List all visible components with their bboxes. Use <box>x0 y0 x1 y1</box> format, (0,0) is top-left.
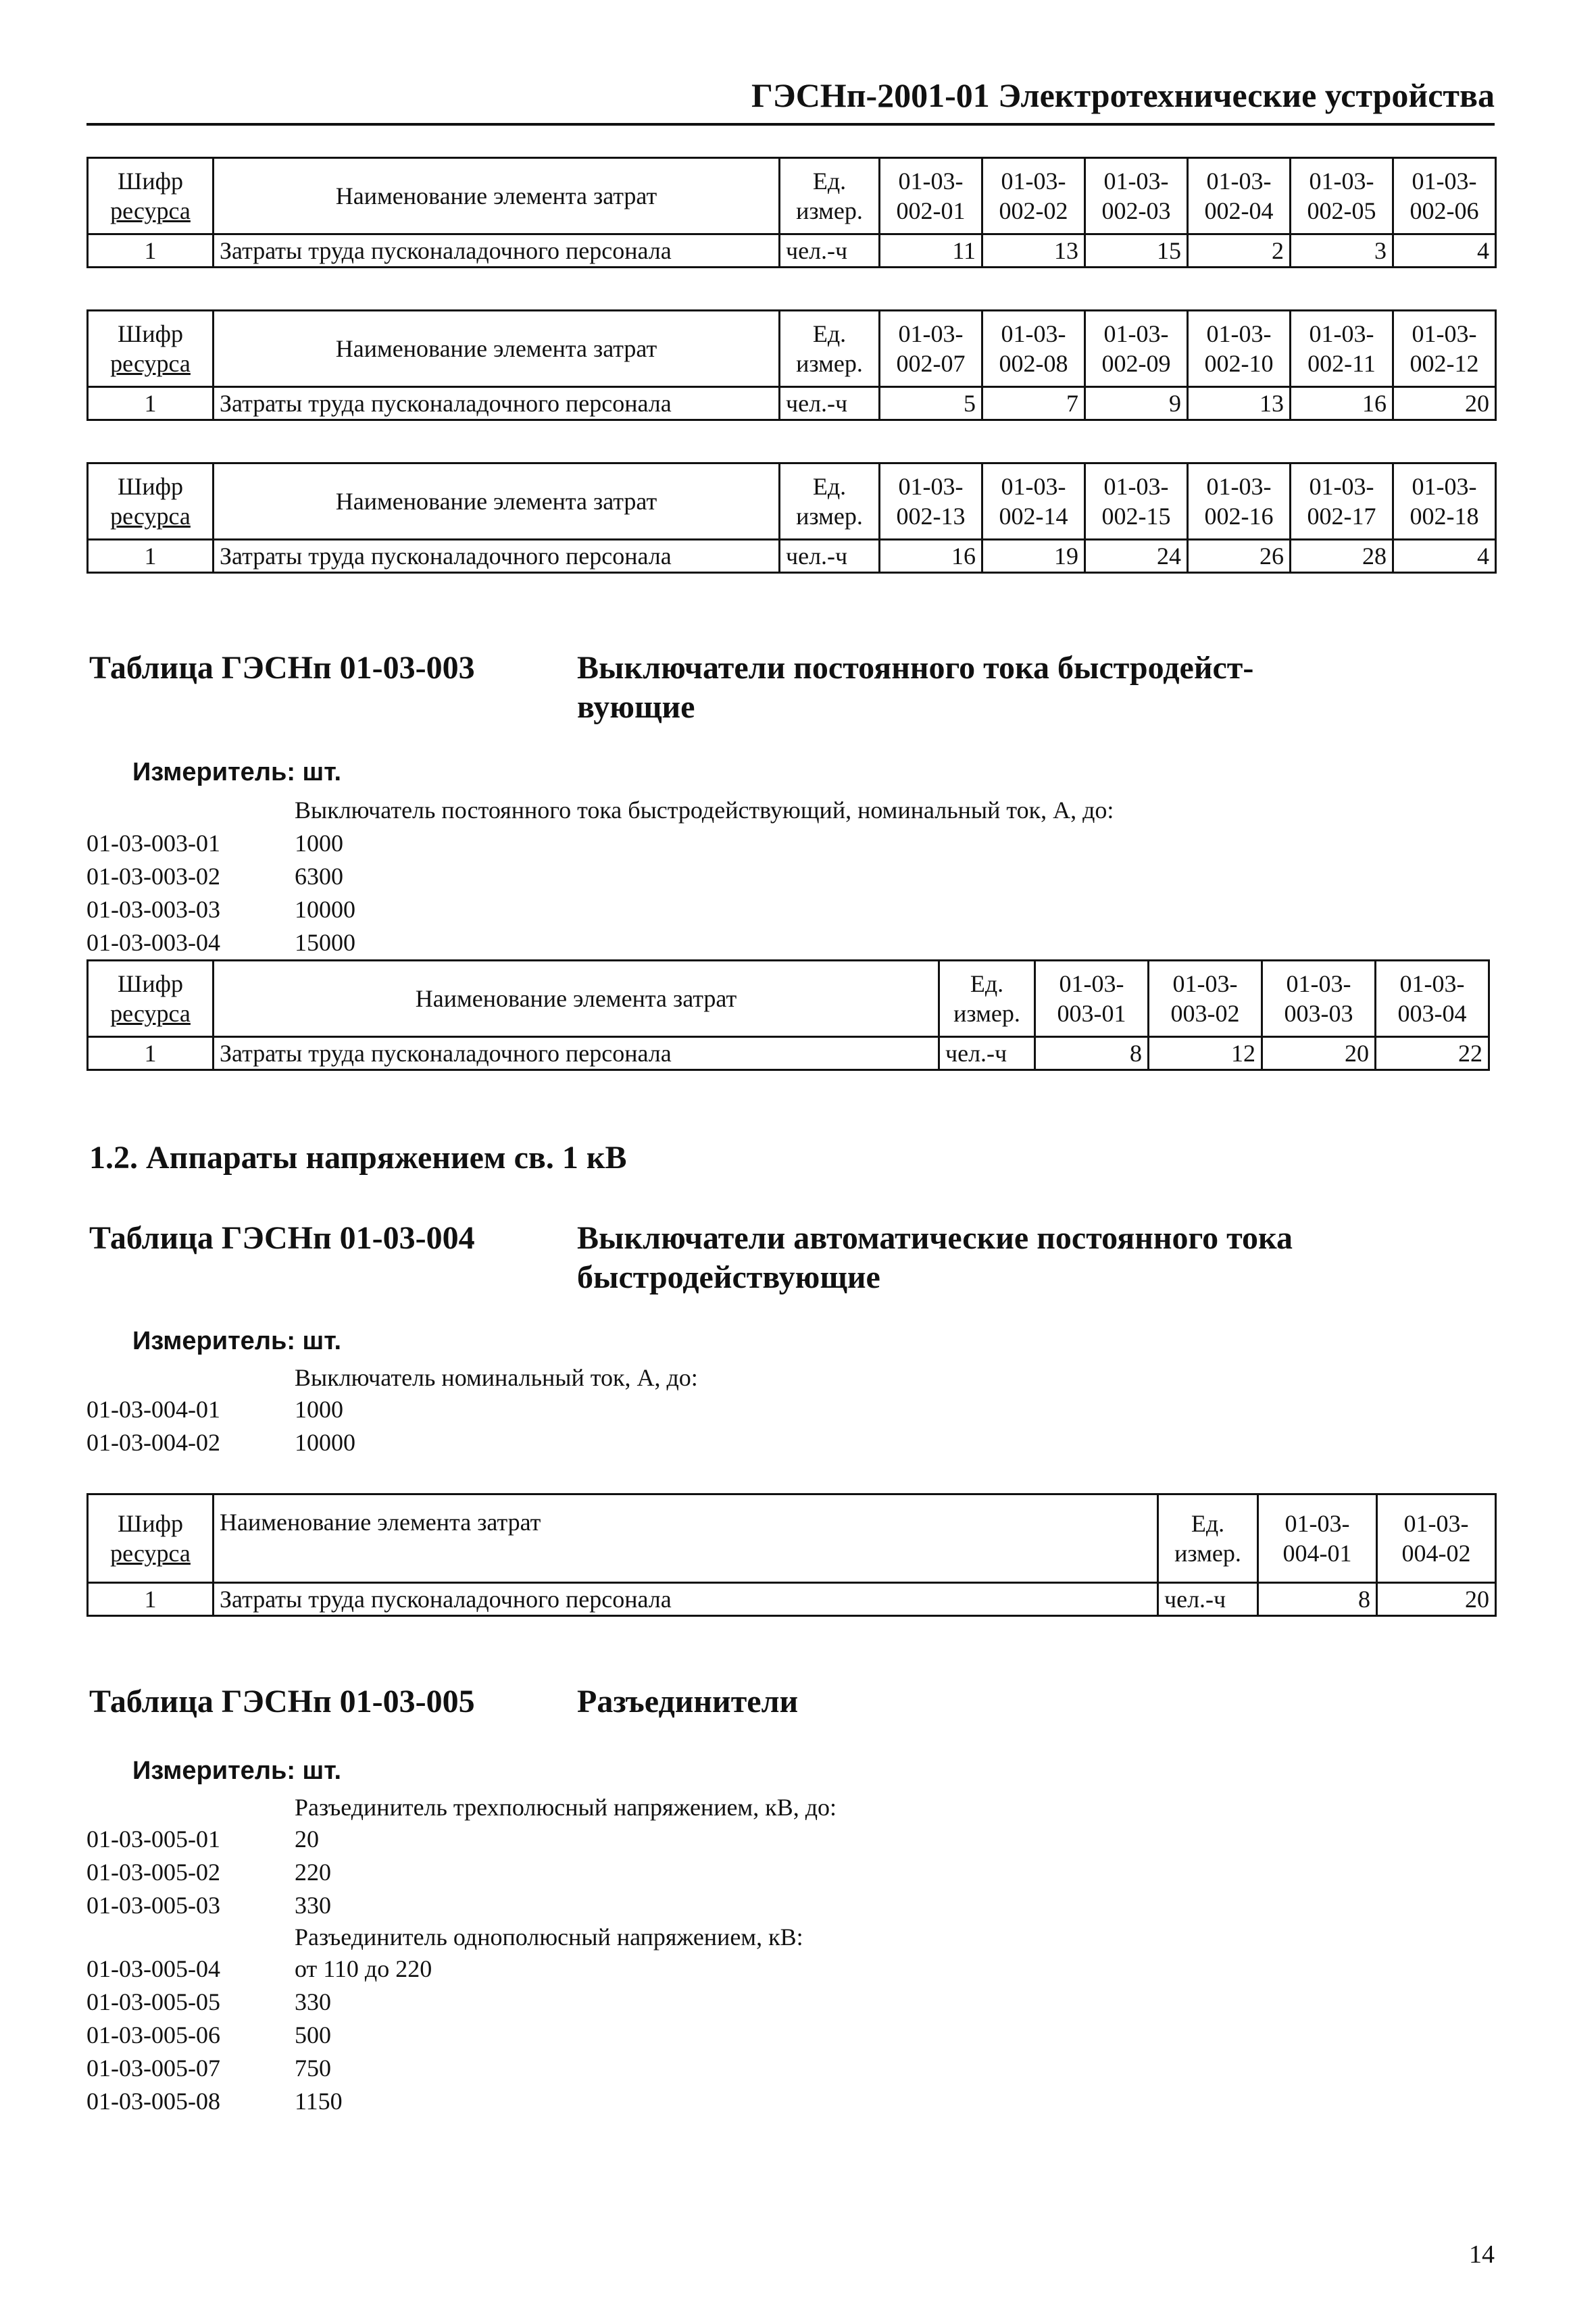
cell-value: 16 <box>880 540 982 573</box>
column-header-name: Наименование элемента затрат <box>214 961 939 1037</box>
cell-code: 1 <box>88 540 214 573</box>
cell-code: 1 <box>88 234 214 268</box>
table-005-items-1-pole <box>86 1953 432 2118</box>
cell-code: 1 <box>88 1583 214 1616</box>
cell-value: 20 <box>1262 1037 1376 1070</box>
table-004-description: Выключатель номинальный ток, А, до: <box>295 1364 698 1391</box>
norm-table-002-part-1 <box>86 157 1497 268</box>
cell-value: 9 <box>1085 387 1188 420</box>
cell-name: Затраты труда пусконаладочного персонала <box>214 1037 939 1070</box>
cell-unit: чел.-ч <box>780 234 880 268</box>
table-004-meter: Измеритель: шт. <box>132 1327 342 1355</box>
cell-value: 22 <box>1376 1037 1489 1070</box>
cell-name: Затраты труда пусконаладочного персонала <box>214 234 780 268</box>
table-row <box>88 540 1496 573</box>
column-header-norm: 01-03- 002-10 <box>1188 311 1291 387</box>
list-item: 01-03-005-01 20 <box>86 1826 319 1853</box>
cell-value: 4 <box>1393 234 1496 268</box>
cell-code: 1 <box>88 1037 214 1070</box>
column-header-name: Наименование элемента затрат <box>214 463 780 540</box>
header-divider <box>86 123 1495 126</box>
column-header-norm: 01-03- 004-01 <box>1258 1494 1377 1583</box>
cell-value: 7 <box>982 387 1085 420</box>
list-item: 01-03-005-06 500 <box>86 2021 331 2048</box>
column-header-norm: 01-03- 004-02 <box>1377 1494 1496 1583</box>
column-header-code: Шифр ресурса <box>88 463 214 540</box>
table-003-title: Выключатели постоянного тока быстродейст-вующие <box>577 650 1254 725</box>
column-header-norm: 01-03- 002-16 <box>1188 463 1291 540</box>
column-header-norm: 01-03- 002-11 <box>1291 311 1393 387</box>
column-header-norm: 01-03- 002-03 <box>1085 158 1188 234</box>
column-header-norm: 01-03- 002-09 <box>1085 311 1188 387</box>
list-item: 01-03-005-02 220 <box>86 1859 331 1886</box>
cell-unit: чел.-ч <box>780 540 880 573</box>
cell-value: 2 <box>1188 234 1291 268</box>
column-header-unit: Ед. измер. <box>939 961 1035 1037</box>
table-005-description-1-pole: Разъединитель однополюсный напряжением, кВ: <box>295 1923 803 1951</box>
cell-value: 13 <box>1188 387 1291 420</box>
column-header-norm: 01-03- 002-01 <box>880 158 982 234</box>
table-row <box>88 1583 1496 1616</box>
list-item: 01-03-003-03 10000 <box>86 896 355 923</box>
list-item: 01-03-005-08 1150 <box>86 2088 343 2115</box>
table-003-items <box>86 827 355 959</box>
cell-value: 11 <box>880 234 982 268</box>
column-header-code: Шифр ресурса <box>88 1494 214 1583</box>
section-heading: 1.2. Аппараты напряжением св. 1 кВ <box>89 1140 627 1176</box>
column-header-norm: 01-03- 002-05 <box>1291 158 1393 234</box>
table-005-description-3-pole: Разъединитель трехполюсный напряжением, кВ, до: <box>295 1794 837 1821</box>
cell-unit: чел.-ч <box>1158 1583 1258 1616</box>
column-header-norm: 01-03- 003-04 <box>1376 961 1489 1037</box>
cell-unit: чел.-ч <box>939 1037 1035 1070</box>
column-header-norm: 01-03- 002-18 <box>1393 463 1496 540</box>
column-header-norm: 01-03- 003-03 <box>1262 961 1376 1037</box>
cell-value: 3 <box>1291 234 1393 268</box>
cell-value: 20 <box>1377 1583 1496 1616</box>
column-header-norm: 01-03- 002-07 <box>880 311 982 387</box>
list-item: 01-03-005-05 330 <box>86 1988 331 2015</box>
column-header-name: Наименование элемента затрат <box>214 158 780 234</box>
column-header-norm: 01-03- 002-12 <box>1393 311 1496 387</box>
list-item: 01-03-004-02 10000 <box>86 1429 355 1456</box>
list-item: 01-03-003-01 1000 <box>86 830 343 857</box>
column-header-code: Шифр ресурса <box>88 158 214 234</box>
norm-table-002-part-2 <box>86 309 1497 421</box>
table-005-items-3-pole <box>86 1823 331 1922</box>
column-header-norm: 01-03- 002-14 <box>982 463 1085 540</box>
column-header-norm: 01-03- 002-17 <box>1291 463 1393 540</box>
column-header-name: Наименование элемента затрат <box>214 1494 1158 1583</box>
table-row <box>88 234 1496 268</box>
table-004-number: Таблица ГЭСНп 01-03-004 <box>89 1220 475 1256</box>
cell-unit: чел.-ч <box>780 387 880 420</box>
cell-value: 20 <box>1393 387 1496 420</box>
cell-value: 5 <box>880 387 982 420</box>
cell-value: 24 <box>1085 540 1188 573</box>
cell-value: 4 <box>1393 540 1496 573</box>
document-header-title: ГЭСНп-2001-01 Электротехнические устройства <box>751 76 1495 114</box>
column-header-norm: 01-03- 002-08 <box>982 311 1085 387</box>
cell-value: 28 <box>1291 540 1393 573</box>
table-005-title: Разъединители <box>577 1684 799 1719</box>
list-item: 01-03-005-03 330 <box>86 1892 331 1919</box>
list-item: 01-03-005-07 750 <box>86 2055 331 2082</box>
column-header-code: Шифр ресурса <box>88 311 214 387</box>
column-header-unit: Ед. измер. <box>1158 1494 1258 1583</box>
table-004-title: Выключатели автоматические постоянного тока быстродействующие <box>577 1220 1293 1295</box>
cell-value: 13 <box>982 234 1085 268</box>
column-header-unit: Ед. измер. <box>780 158 880 234</box>
page-number: 14 <box>1469 2240 1495 2269</box>
cell-value: 26 <box>1188 540 1291 573</box>
cell-value: 12 <box>1149 1037 1262 1070</box>
column-header-name: Наименование элемента затрат <box>214 311 780 387</box>
column-header-norm: 01-03- 002-04 <box>1188 158 1291 234</box>
table-005-number: Таблица ГЭСНп 01-03-005 <box>89 1684 475 1719</box>
cell-value: 15 <box>1085 234 1188 268</box>
cell-name: Затраты труда пусконаладочного персонала <box>214 387 780 420</box>
norm-table-003 <box>86 959 1490 1071</box>
norm-table-002-part-3 <box>86 462 1497 574</box>
column-header-norm: 01-03- 002-02 <box>982 158 1085 234</box>
column-header-unit: Ед. измер. <box>780 463 880 540</box>
column-header-code: Шифр ресурса <box>88 961 214 1037</box>
list-item: 01-03-004-01 1000 <box>86 1396 343 1423</box>
column-header-norm: 01-03- 003-01 <box>1035 961 1149 1037</box>
table-003-meter: Измеритель: шт. <box>132 758 342 786</box>
norm-table-004 <box>86 1493 1497 1617</box>
cell-name: Затраты труда пусконаладочного персонала <box>214 540 780 573</box>
column-header-unit: Ед. измер. <box>780 311 880 387</box>
table-003-description: Выключатель постоянного тока быстродействующий, номинальный ток, А, до: <box>295 797 1114 824</box>
table-005-meter: Измеритель: шт. <box>132 1757 342 1785</box>
list-item: 01-03-003-04 15000 <box>86 929 355 956</box>
column-header-norm: 01-03- 002-15 <box>1085 463 1188 540</box>
cell-value: 8 <box>1035 1037 1149 1070</box>
table-004-items <box>86 1393 355 1459</box>
table-row <box>88 1037 1489 1070</box>
cell-value: 19 <box>982 540 1085 573</box>
cell-code: 1 <box>88 387 214 420</box>
table-row <box>88 387 1496 420</box>
column-header-norm: 01-03- 003-02 <box>1149 961 1262 1037</box>
table-003-number: Таблица ГЭСНп 01-03-003 <box>89 650 475 686</box>
list-item: 01-03-003-02 6300 <box>86 863 343 890</box>
column-header-norm: 01-03- 002-06 <box>1393 158 1496 234</box>
cell-value: 8 <box>1258 1583 1377 1616</box>
column-header-norm: 01-03- 002-13 <box>880 463 982 540</box>
cell-value: 16 <box>1291 387 1393 420</box>
cell-name: Затраты труда пусконаладочного персонала <box>214 1583 1158 1616</box>
list-item: 01-03-005-04 от 110 до 220 <box>86 1955 432 1982</box>
